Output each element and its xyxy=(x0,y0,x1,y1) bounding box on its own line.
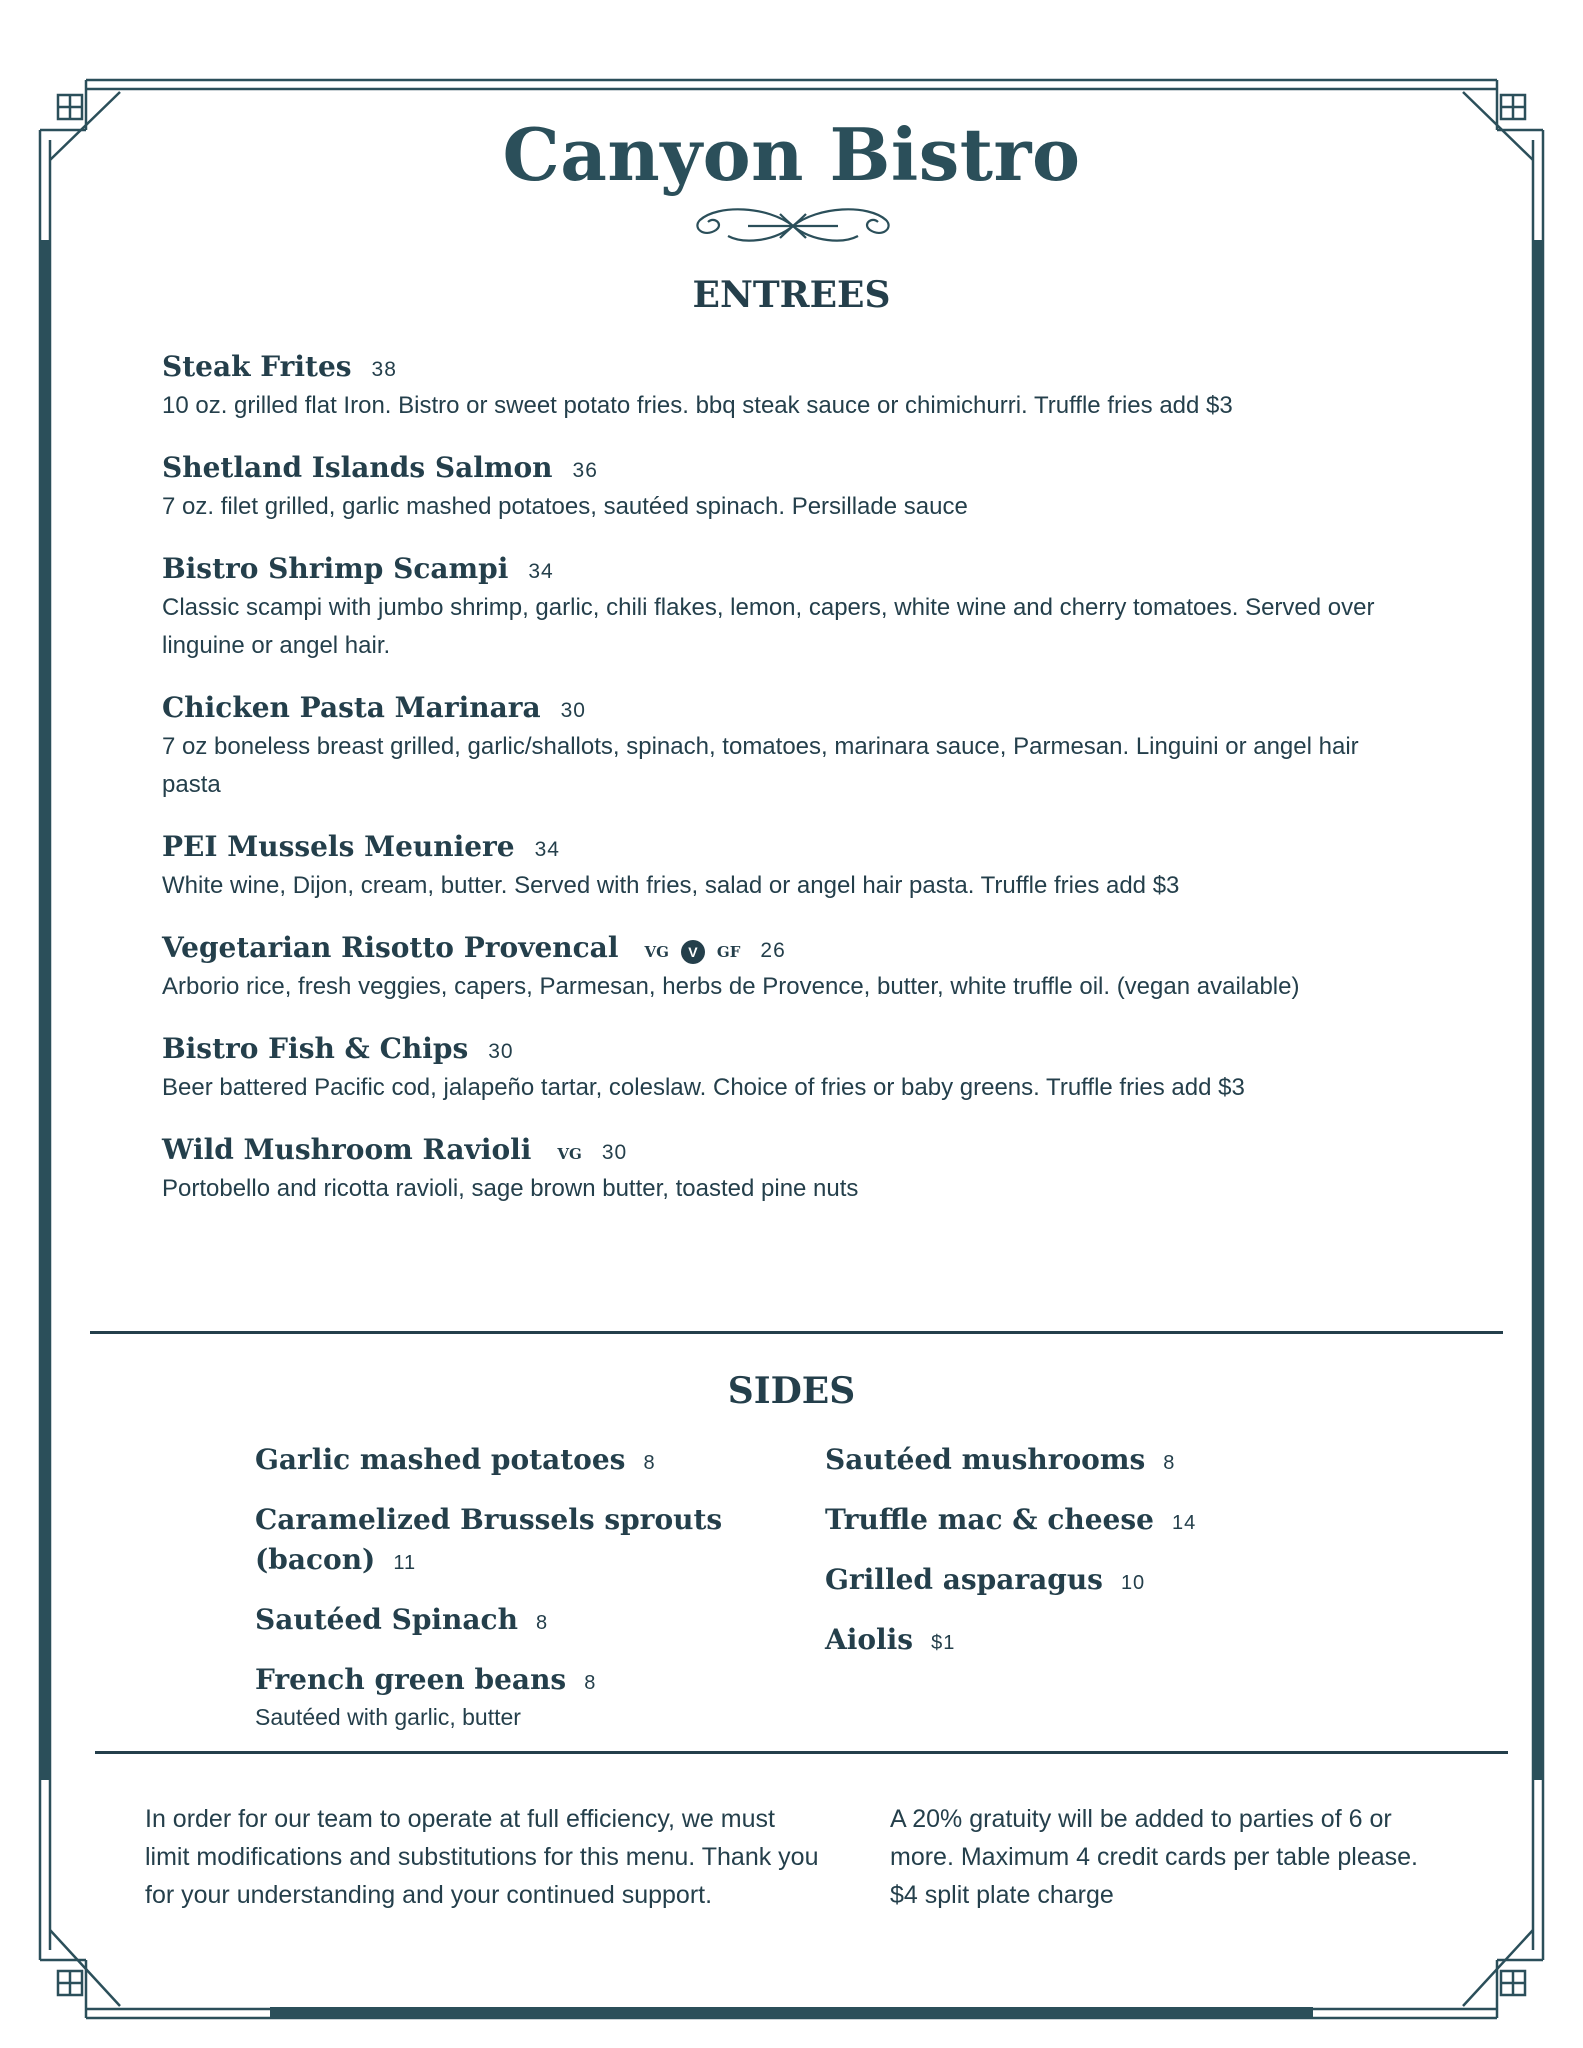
gratuity-note: A 20% gratuity will be added to parties of 6 or more. Maximum 4 credit cards per table please. $4 split plate charge xyxy=(890,1805,1418,1909)
entree-description: Arborio rice, fresh veggies, capers, Parmesan, herbs de Provence, butter, white truffle oil. (vegan available) xyxy=(162,973,1300,1000)
side-item xyxy=(825,1440,1385,1480)
entree-description: Portobello and ricotta ravioli, sage brown butter, toasted pine nuts xyxy=(162,1175,859,1202)
entree-description: White wine, Dijon, cream, butter. Served with fries, salad or angel hair pasta. Truffle fries add $3 xyxy=(162,872,1180,899)
flourish-ornament xyxy=(688,198,898,254)
side-name: French green beans xyxy=(255,1663,567,1696)
entree-name: Steak Frites xyxy=(162,350,352,383)
entree-description: 7 oz. filet grilled, garlic mashed potatoes, sautéed spinach. Persillade sauce xyxy=(162,493,968,520)
entree-price: 34 xyxy=(528,560,554,583)
vegetarian-tag: VG xyxy=(557,1145,582,1163)
entree-price: 30 xyxy=(601,1141,628,1164)
side-name: Sautéed mushrooms xyxy=(825,1443,1146,1476)
side-description: Sautéed with garlic, butter xyxy=(255,1704,521,1730)
dietary-tags xyxy=(644,940,740,964)
entree-price: 38 xyxy=(371,358,397,381)
side-price: $1 xyxy=(931,1632,956,1654)
vegetarian-tag: VG xyxy=(644,943,669,961)
modifications-note: In order for our team to operate at full efficiency, we must limit modifications and substitutions for this menu. Thank you for your understanding and your continued support. xyxy=(145,1805,819,1909)
entree-name: PEI Mussels Meuniere xyxy=(162,830,515,863)
side-name: Aiolis xyxy=(825,1623,914,1656)
entree-name: Bistro Shrimp Scampi xyxy=(162,552,509,585)
entree-item xyxy=(162,830,1422,905)
side-price: 10 xyxy=(1120,1572,1146,1594)
section-divider xyxy=(95,1751,1508,1754)
entree-description: Classic scampi with jumbo shrimp, garlic, chili flakes, lemon, capers, white wine and cherry tomatoes. Served over linguine or angel hair. xyxy=(162,594,1375,659)
restaurant-title: Canyon Bistro xyxy=(502,112,1081,197)
sides-left-column xyxy=(255,1440,755,1754)
entree-name: Shetland Islands Salmon xyxy=(162,451,553,484)
entree-description: 7 oz boneless breast grilled, garlic/shallots, spinach, tomatoes, marinara sauce, Parmesan. Linguini or angel hair pasta xyxy=(162,733,1359,798)
side-name: Sautéed Spinach xyxy=(255,1603,518,1636)
entrees-list xyxy=(162,350,1422,1234)
entree-description: Beer battered Pacific cod, jalapeño tartar, coleslaw. Choice of fries or baby greens. Truffle fries add $3 xyxy=(162,1074,1245,1101)
sides-heading: SIDES xyxy=(727,1370,856,1412)
entree-name: Vegetarian Risotto Provencal xyxy=(162,931,619,964)
entree-item xyxy=(162,691,1422,804)
side-price: 8 xyxy=(535,1612,549,1634)
side-item xyxy=(255,1660,755,1734)
entree-name: Chicken Pasta Marinara xyxy=(162,691,541,724)
entree-item xyxy=(162,552,1422,665)
entree-name: Wild Mushroom Ravioli xyxy=(162,1133,532,1166)
entree-price: 26 xyxy=(760,939,786,962)
entree-price: 30 xyxy=(488,1040,514,1063)
entree-price: 36 xyxy=(572,459,598,482)
vegan-badge-icon: V xyxy=(681,940,705,964)
side-price: 8 xyxy=(584,1672,597,1694)
side-item xyxy=(825,1500,1385,1540)
side-price: 8 xyxy=(1163,1452,1176,1474)
side-item xyxy=(825,1560,1385,1600)
side-name: Truffle mac & cheese xyxy=(825,1503,1154,1536)
side-item xyxy=(255,1600,755,1640)
entree-item xyxy=(162,350,1422,425)
entree-price: 34 xyxy=(534,838,560,861)
side-item xyxy=(255,1500,725,1580)
side-name: Caramelized Brussels sprouts (bacon) xyxy=(255,1503,723,1576)
side-price: 14 xyxy=(1171,1512,1197,1534)
section-divider xyxy=(90,1331,1503,1334)
entree-item xyxy=(162,931,1422,1006)
entree-price: 30 xyxy=(560,699,586,722)
side-name: Garlic mashed potatoes xyxy=(255,1443,626,1476)
side-price: 8 xyxy=(643,1452,656,1474)
side-item xyxy=(255,1440,755,1480)
side-name: Grilled asparagus xyxy=(825,1563,1103,1596)
entree-description: 10 oz. grilled flat Iron. Bistro or sweet potato fries. bbq steak sauce or chimichurri. Truffle fries add $3 xyxy=(162,392,1233,419)
entree-name: Bistro Fish & Chips xyxy=(162,1032,469,1065)
entree-item xyxy=(162,1133,1422,1208)
entree-item xyxy=(162,451,1422,526)
entree-item xyxy=(162,1032,1422,1107)
side-item xyxy=(825,1620,1385,1660)
side-price: 11 xyxy=(393,1552,417,1574)
gluten-free-tag: GF xyxy=(716,943,741,961)
entrees-heading: ENTREES xyxy=(692,274,891,316)
dietary-tags xyxy=(557,1145,581,1163)
sides-right-column xyxy=(825,1440,1385,1680)
